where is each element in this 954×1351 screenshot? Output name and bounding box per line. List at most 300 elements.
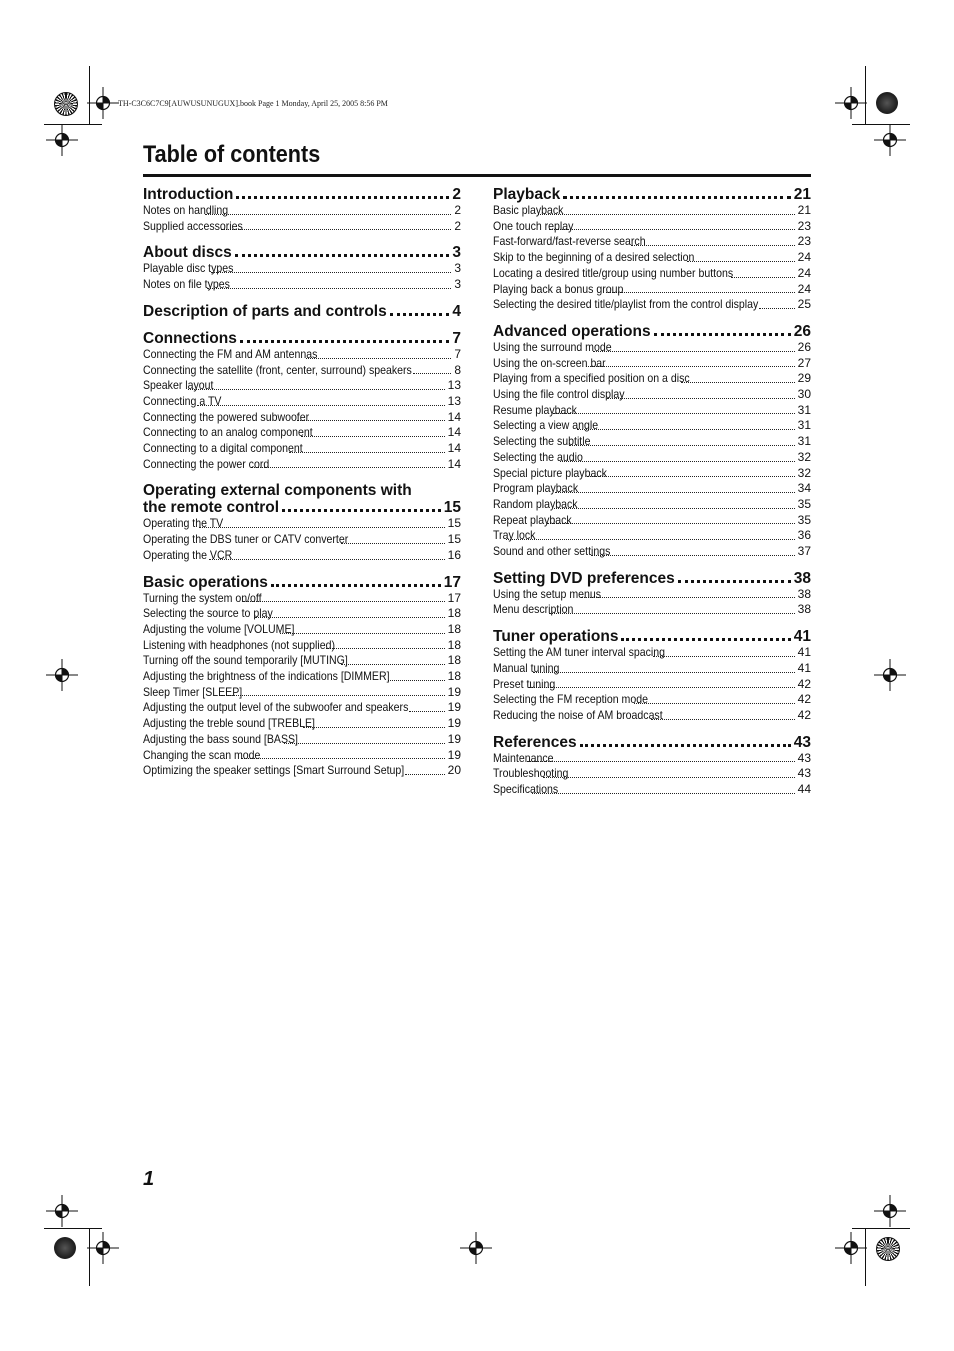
- entry-page: 2: [454, 218, 461, 233]
- toc-entry[interactable]: [493, 466, 811, 482]
- dot-leader: [549, 229, 794, 230]
- entry-page: 25: [797, 297, 811, 312]
- entry-title: Repeat playback: [493, 512, 572, 527]
- toc-entry[interactable]: [143, 261, 461, 277]
- starburst-target-icon: [876, 1237, 900, 1261]
- crop-line: [865, 1228, 866, 1286]
- dot-leader: [543, 777, 794, 778]
- entry-page: 24: [797, 281, 811, 296]
- section-page: 43: [793, 733, 811, 751]
- entry-title: Notes on file types: [143, 277, 230, 292]
- dot-leader: [681, 382, 794, 383]
- dot-leader: [341, 543, 445, 544]
- entry-page: 26: [797, 339, 811, 354]
- toc-entry[interactable]: [143, 638, 461, 654]
- dot-leader: [577, 429, 794, 430]
- entry-page: 14: [447, 456, 461, 471]
- toc-entry[interactable]: [143, 347, 461, 363]
- crop-line: [865, 66, 866, 124]
- dot-leader: [569, 445, 795, 446]
- dot-leader: [243, 601, 445, 602]
- entry-title: Listening with headphones (not supplied): [143, 637, 335, 652]
- dot-leader: [209, 559, 444, 560]
- crop-line: [44, 124, 102, 125]
- entry-title: Random playback: [493, 496, 578, 511]
- toc-entry[interactable]: [143, 203, 461, 219]
- page-number: 1: [143, 1168, 155, 1190]
- entry-title: Setting the AM tuner interval spacing: [493, 645, 665, 660]
- toc-section: [143, 303, 461, 320]
- dot-leader: [271, 584, 441, 587]
- toc-entry[interactable]: [143, 685, 461, 701]
- entry-title: Changing the scan mode: [143, 747, 261, 762]
- dot-leader: [341, 664, 445, 665]
- entry-title: Maintenance: [493, 750, 554, 765]
- entry-page: 13: [447, 393, 461, 408]
- dot-leader: [631, 245, 794, 246]
- entry-title: Locating a desired title/group using number buttons: [493, 265, 734, 280]
- section-heading[interactable]: [493, 628, 811, 645]
- toc-entry[interactable]: [143, 363, 461, 379]
- dot-leader: [390, 313, 450, 316]
- toc-entry[interactable]: [143, 669, 461, 685]
- dot-leader: [388, 680, 445, 681]
- starburst-target-icon: [54, 92, 78, 116]
- entry-title: Adjusting the treble sound [TREBLE]: [143, 716, 315, 731]
- section-page: 3: [452, 244, 461, 262]
- entry-title: Connecting a TV: [143, 393, 222, 408]
- entry-page: 24: [797, 265, 811, 280]
- section-heading[interactable]: [493, 323, 811, 340]
- dot-leader: [303, 727, 444, 728]
- entry-title: Menu description: [493, 602, 574, 617]
- dot-leader: [581, 597, 795, 598]
- entry-page: 32: [797, 465, 811, 480]
- entry-title: Tray lock: [493, 528, 536, 543]
- crop-line: [852, 124, 910, 125]
- toc-entry[interactable]: [143, 219, 461, 235]
- entry-title: Connecting to an analog component: [143, 425, 313, 440]
- toc-entry[interactable]: [493, 297, 811, 313]
- entry-page: 15: [447, 532, 461, 547]
- entry-page: 42: [797, 707, 811, 722]
- dot-leader: [593, 351, 795, 352]
- dot-leader: [606, 292, 795, 293]
- entry-title: Resume playback: [493, 402, 577, 417]
- toc-section: [493, 734, 811, 798]
- section-page: 17: [443, 573, 461, 591]
- toc-entry[interactable]: [493, 692, 811, 708]
- section-page: 4: [452, 302, 461, 320]
- toc-entry[interactable]: [493, 418, 811, 434]
- section-heading[interactable]: [143, 574, 461, 591]
- toc-entry[interactable]: [493, 751, 811, 767]
- dot-leader: [205, 214, 452, 215]
- entry-page: 13: [447, 378, 461, 393]
- entry-page: 16: [447, 547, 461, 562]
- toc-entry[interactable]: [143, 441, 461, 457]
- section-title: Advanced operations: [493, 322, 651, 340]
- entry-title: Playing from a specified position on a disc: [493, 371, 690, 386]
- entry-page: 27: [797, 355, 811, 370]
- entry-title: Operating the TV: [143, 516, 224, 531]
- entry-title: Optimizing the speaker settings [Smart Surround Setup]: [143, 763, 405, 778]
- dot-leader: [326, 648, 445, 649]
- toc-entry[interactable]: [143, 410, 461, 426]
- entry-page: 20: [447, 763, 461, 778]
- title-rule: [143, 174, 811, 177]
- entry-page: 3: [454, 261, 461, 276]
- toc-section: [493, 570, 811, 618]
- entry-title: Notes on handling: [143, 203, 229, 217]
- entry-page: 18: [447, 621, 461, 636]
- dot-leader: [251, 467, 444, 468]
- entry-page: 41: [797, 660, 811, 675]
- entry-page: 24: [797, 250, 811, 265]
- entry-title: Program playback: [493, 481, 579, 496]
- toc-entry[interactable]: [143, 532, 461, 548]
- dot-leader: [586, 366, 795, 367]
- toc-entry[interactable]: [493, 661, 811, 677]
- dot-leader: [235, 254, 450, 257]
- dot-leader: [221, 229, 451, 230]
- entry-page: 18: [447, 669, 461, 684]
- entry-page: 23: [797, 218, 811, 233]
- page-title: Table of contents: [143, 141, 321, 168]
- dot-leader: [405, 774, 445, 775]
- entry-title: Connecting the FM and AM antennas: [143, 346, 318, 361]
- dot-leader: [413, 373, 451, 374]
- dot-leader: [563, 196, 791, 199]
- entry-page: 17: [447, 590, 461, 605]
- dot-leader: [553, 413, 794, 414]
- section-heading[interactable]: [493, 186, 811, 203]
- dot-leader: [527, 761, 795, 762]
- section-page: 21: [793, 186, 811, 203]
- toc-section: [493, 186, 811, 313]
- toc-entry[interactable]: [493, 371, 811, 387]
- toc-entry[interactable]: [143, 516, 461, 532]
- toc-section: [143, 482, 461, 563]
- entry-page: 19: [447, 747, 461, 762]
- toc-entry[interactable]: [493, 250, 811, 266]
- toc-entry[interactable]: [143, 277, 461, 293]
- entry-page: 31: [797, 418, 811, 433]
- dot-leader: [651, 719, 795, 720]
- entry-title: Selecting a view angle: [493, 418, 599, 433]
- toc-entry[interactable]: [493, 513, 811, 529]
- entry-title: Playing back a bonus group: [493, 281, 624, 296]
- dot-leader: [547, 523, 794, 524]
- toc-entry[interactable]: [493, 677, 811, 693]
- section-page: 41: [793, 628, 811, 646]
- section-title: Basic operations: [143, 573, 268, 591]
- entry-title: Selecting the FM reception mode: [493, 692, 648, 707]
- toc-entry[interactable]: [493, 708, 811, 724]
- toc-entry[interactable]: [493, 340, 811, 356]
- entry-page: 30: [797, 387, 811, 402]
- dot-leader: [409, 711, 444, 712]
- entry-page: 43: [797, 766, 811, 781]
- entry-page: 37: [797, 544, 811, 559]
- dot-leader: [301, 436, 445, 437]
- file-header: TH-C3C6C7C9[AUWUSUNUGUX].book Page 1 Monday, April 25, 2005 8:56 PM: [118, 99, 388, 108]
- dot-leader: [554, 508, 795, 509]
- toc-entry[interactable]: [493, 219, 811, 235]
- toc-entry[interactable]: [143, 548, 461, 564]
- section-title: Tuner operations: [493, 628, 619, 646]
- entry-title: Skip to the beginning of a desired selection: [493, 250, 695, 265]
- entry-page: 38: [797, 586, 811, 601]
- entry-title: Reducing the noise of AM broadcast: [493, 707, 663, 722]
- entry-page: 14: [447, 409, 461, 424]
- entry-title: Turning off the sound temporarily [MUTING]: [143, 653, 348, 668]
- toc-entry[interactable]: [493, 450, 811, 466]
- entry-title: Connecting the powered subwoofer: [143, 409, 310, 424]
- entry-page: 2: [454, 203, 461, 217]
- entry-page: 29: [797, 371, 811, 386]
- section-title: References: [493, 733, 577, 751]
- section-heading-line: [143, 499, 461, 516]
- entry-title: Fast-forward/fast-reverse search: [493, 234, 646, 249]
- toc-entry[interactable]: [493, 203, 811, 219]
- entry-title: Selecting the subtitle: [493, 434, 591, 449]
- entry-title: Using the surround mode: [493, 339, 612, 354]
- dot-leader: [221, 695, 445, 696]
- toc-entry[interactable]: [143, 425, 461, 441]
- toc-entry[interactable]: [143, 748, 461, 764]
- dot-leader: [282, 509, 441, 512]
- entry-title: One touch replay: [493, 218, 574, 233]
- entry-title: Using the file control display: [493, 387, 625, 402]
- dot-leader: [687, 261, 795, 262]
- dot-leader: [533, 672, 794, 673]
- section-heading[interactable]: [143, 303, 461, 320]
- crop-line: [89, 66, 90, 124]
- toc-entry[interactable]: [493, 403, 811, 419]
- dot-leader: [549, 613, 794, 614]
- dot-leader: [621, 638, 790, 641]
- dot-leader: [255, 617, 444, 618]
- section-heading[interactable]: [143, 330, 461, 347]
- toc-entry[interactable]: [143, 716, 461, 732]
- entry-page: 19: [447, 700, 461, 715]
- entry-page: 19: [447, 684, 461, 699]
- section-title: Introduction: [143, 186, 234, 203]
- dot-leader: [634, 703, 795, 704]
- section-page: 26: [793, 322, 811, 340]
- entry-title: Selecting the desired title/playlist from the control display: [493, 297, 759, 312]
- toc-entry[interactable]: [143, 606, 461, 622]
- entry-title: Operating the VCR: [143, 547, 233, 562]
- entry-page: 14: [447, 441, 461, 456]
- entry-title: Connecting the power cord: [143, 456, 270, 471]
- dot-leader: [587, 476, 794, 477]
- toc-entry[interactable]: [493, 481, 811, 497]
- section-title: Playback: [493, 186, 561, 203]
- dot-leader: [538, 214, 795, 215]
- dot-leader: [506, 539, 795, 540]
- entry-title: Specifications: [493, 782, 559, 797]
- toc-right-column: [493, 186, 811, 808]
- dot-leader: [207, 288, 452, 289]
- entry-title: Basic playback: [493, 203, 564, 217]
- toc-entry[interactable]: [493, 544, 811, 560]
- dot-leader: [654, 333, 791, 336]
- toc-entry[interactable]: [143, 763, 461, 779]
- entry-title: Playable disc types: [143, 261, 234, 276]
- crop-line: [89, 1228, 90, 1286]
- entry-title: Connecting the satellite (front, center, surround) speakers: [143, 362, 412, 377]
- entry-page: 23: [797, 234, 811, 249]
- entry-title: Preset tuning: [493, 676, 556, 691]
- entry-title: Sleep Timer [SLEEP]: [143, 684, 243, 699]
- entry-page: 21: [797, 203, 811, 217]
- toc-left-column: [143, 186, 461, 789]
- toc-entry[interactable]: [493, 766, 811, 782]
- crop-line: [44, 1228, 102, 1229]
- dot-leader: [188, 389, 445, 390]
- entry-page: 31: [797, 402, 811, 417]
- entry-page: 38: [797, 602, 811, 617]
- registration-dot-icon: [54, 1237, 76, 1259]
- dot-leader: [555, 492, 795, 493]
- toc-entry[interactable]: [493, 497, 811, 513]
- dot-leader: [759, 308, 794, 309]
- toc-entry[interactable]: [143, 394, 461, 410]
- toc-section: [143, 574, 461, 779]
- section-heading[interactable]: [143, 186, 461, 203]
- toc-section: [143, 330, 461, 473]
- toc-entry[interactable]: [493, 645, 811, 661]
- toc-entry[interactable]: [143, 732, 461, 748]
- toc-entry[interactable]: [493, 282, 811, 298]
- toc-entry[interactable]: [143, 378, 461, 394]
- entry-page: 3: [454, 277, 461, 292]
- toc-section: [493, 628, 811, 724]
- dot-leader: [580, 744, 791, 747]
- toc-entry[interactable]: [493, 434, 811, 450]
- entry-title: Using the on-screen bar: [493, 355, 606, 370]
- toc-section: [143, 244, 461, 292]
- toc-entry[interactable]: [143, 591, 461, 607]
- entry-title: Turning the system on/off: [143, 590, 262, 605]
- dot-leader: [560, 461, 795, 462]
- entry-page: 35: [797, 512, 811, 527]
- toc-entry[interactable]: [493, 528, 811, 544]
- toc-entry[interactable]: [493, 602, 811, 618]
- entry-page: 34: [797, 481, 811, 496]
- dot-leader: [280, 633, 445, 634]
- entry-page: 43: [797, 750, 811, 765]
- toc-entry[interactable]: [143, 622, 461, 638]
- section-title: Setting DVD preferences: [493, 569, 675, 587]
- dot-leader: [532, 793, 795, 794]
- section-heading[interactable]: [143, 482, 461, 516]
- dot-leader: [678, 580, 791, 583]
- toc-entry[interactable]: [493, 234, 811, 250]
- toc-entry[interactable]: [143, 653, 461, 669]
- entry-page: 14: [447, 425, 461, 440]
- entry-title: Supplied accessories: [143, 218, 243, 233]
- entry-title: Adjusting the brightness of the indications [DIMMER]: [143, 669, 390, 684]
- entry-title: Troubleshooting: [493, 766, 569, 781]
- toc-entry[interactable]: [143, 457, 461, 473]
- toc-entry[interactable]: [143, 700, 461, 716]
- entry-page: 32: [797, 449, 811, 464]
- entry-title: Adjusting the volume [VOLUME]: [143, 621, 295, 636]
- entry-page: 7: [454, 346, 461, 361]
- section-heading[interactable]: [143, 244, 461, 261]
- entry-page: 42: [797, 692, 811, 707]
- entry-page: 15: [447, 516, 461, 531]
- entry-title: Connecting to a digital component: [143, 441, 303, 456]
- entry-title: Adjusting the bass sound [BASS]: [143, 731, 298, 746]
- dot-leader: [731, 277, 795, 278]
- entry-page: 18: [447, 637, 461, 652]
- entry-title: Operating the DBS tuner or CATV converter: [143, 532, 349, 547]
- entry-title: Selecting the audio: [493, 449, 583, 464]
- dot-leader: [653, 656, 794, 657]
- section-title: Operating external components with: [143, 482, 412, 500]
- dot-leader: [211, 272, 452, 273]
- section-page: 38: [793, 569, 811, 587]
- entry-title: Speaker layout: [143, 378, 214, 393]
- entry-page: 18: [447, 606, 461, 621]
- dot-leader: [241, 758, 444, 759]
- dot-leader: [529, 687, 795, 688]
- toc-entry[interactable]: [493, 587, 811, 603]
- toc-entry[interactable]: [493, 356, 811, 372]
- entry-page: 44: [797, 782, 811, 797]
- section-heading[interactable]: [493, 570, 811, 587]
- entry-page: 8: [454, 362, 461, 377]
- entry-title: Using the setup menus: [493, 586, 602, 601]
- section-page: 7: [452, 329, 461, 347]
- entry-page: 41: [797, 645, 811, 660]
- dot-leader: [197, 405, 445, 406]
- dot-leader: [306, 358, 451, 359]
- registration-dot-icon: [876, 92, 898, 114]
- toc-section: [493, 323, 811, 560]
- section-title: About discs: [143, 244, 232, 262]
- entry-page: 19: [447, 731, 461, 746]
- entry-page: 19: [447, 716, 461, 731]
- entry-page: 31: [797, 434, 811, 449]
- toc-entry[interactable]: [493, 266, 811, 282]
- entry-title: Adjusting the output level of the subwoofer and speakers: [143, 700, 409, 715]
- toc-entry[interactable]: [493, 387, 811, 403]
- entry-page: 36: [797, 528, 811, 543]
- section-page: 15: [443, 499, 461, 517]
- section-title: Connections: [143, 329, 237, 347]
- entry-title: Special picture playback: [493, 465, 607, 480]
- section-title: Description of parts and controls: [143, 302, 387, 320]
- dot-leader: [236, 196, 449, 199]
- dot-leader: [199, 527, 445, 528]
- dot-leader: [297, 420, 445, 421]
- section-heading[interactable]: [493, 734, 811, 751]
- dot-leader: [240, 340, 450, 343]
- entry-title: Selecting the source to play: [143, 606, 273, 621]
- entry-page: 42: [797, 676, 811, 691]
- section-page: 2: [452, 186, 461, 203]
- dot-leader: [289, 452, 444, 453]
- dot-leader: [607, 398, 794, 399]
- dot-leader: [284, 743, 445, 744]
- entry-page: 18: [447, 653, 461, 668]
- toc-entry[interactable]: [493, 782, 811, 798]
